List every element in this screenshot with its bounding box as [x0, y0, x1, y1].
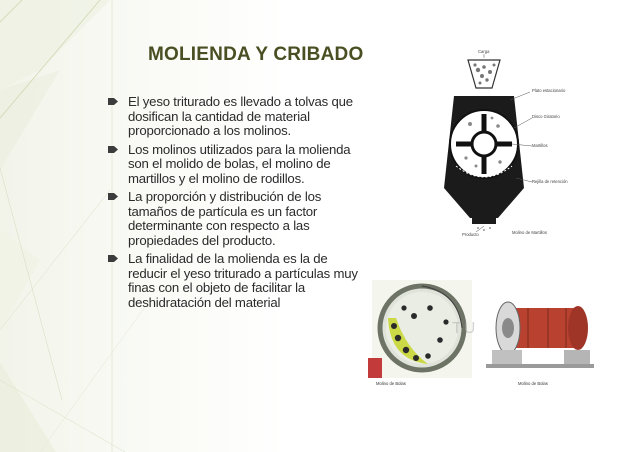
bullet-item: [106, 252, 364, 310]
bullet-text: La proporción y distribución de los tamaños de partícula es un factor determinante con respecto a las propiedades del producto.: [128, 189, 322, 248]
slide-title: MOLIENDA Y CRIBADO: [148, 44, 364, 65]
bullet-item: [106, 95, 364, 139]
arrow-bullet-icon: [108, 254, 119, 263]
label-disco: Disco Giratorio: [532, 114, 560, 119]
arrow-bullet-icon: [108, 97, 119, 106]
bullet-text: El yeso triturado es llevado a tolvas que dosifican la cantidad de material proporcionado a los molinos.: [128, 94, 353, 138]
ball-mill-caption-right: Molino de Bolas: [518, 381, 548, 386]
bullet-text: Los molinos utilizados para la molienda son el molido de bolas, el molino de martillos y el molino de rodillos.: [128, 141, 351, 186]
ball-mill-figure: [368, 278, 596, 388]
label-carga: Carga: [478, 49, 490, 54]
label-plato: Plato estacionario: [532, 88, 566, 93]
hammer-mill-caption: Molino de Martillos: [512, 230, 547, 235]
bullet-item: [106, 143, 364, 187]
arrow-bullet-icon: [108, 192, 119, 201]
bullet-list: [106, 95, 364, 314]
hammer-mill-diagram: [440, 48, 580, 244]
label-rejilla: Rejilla de retención: [532, 179, 568, 184]
bullet-item: [106, 190, 364, 248]
label-martillos: Martillos: [532, 143, 548, 148]
bullet-text: La finalidad de la molienda es la de reducir el yeso triturado a partículas muy finas con el objeto de facilitar la deshidratación del material: [128, 251, 358, 310]
ball-mill-caption-left: Molino de Bolas: [376, 381, 406, 386]
ball-mill-illustration: [368, 278, 596, 388]
arrow-bullet-icon: [108, 145, 119, 154]
watermark-text: TU: [452, 320, 478, 337]
label-producto: Producto: [462, 232, 479, 237]
hammer-mill-figure: [440, 48, 580, 244]
